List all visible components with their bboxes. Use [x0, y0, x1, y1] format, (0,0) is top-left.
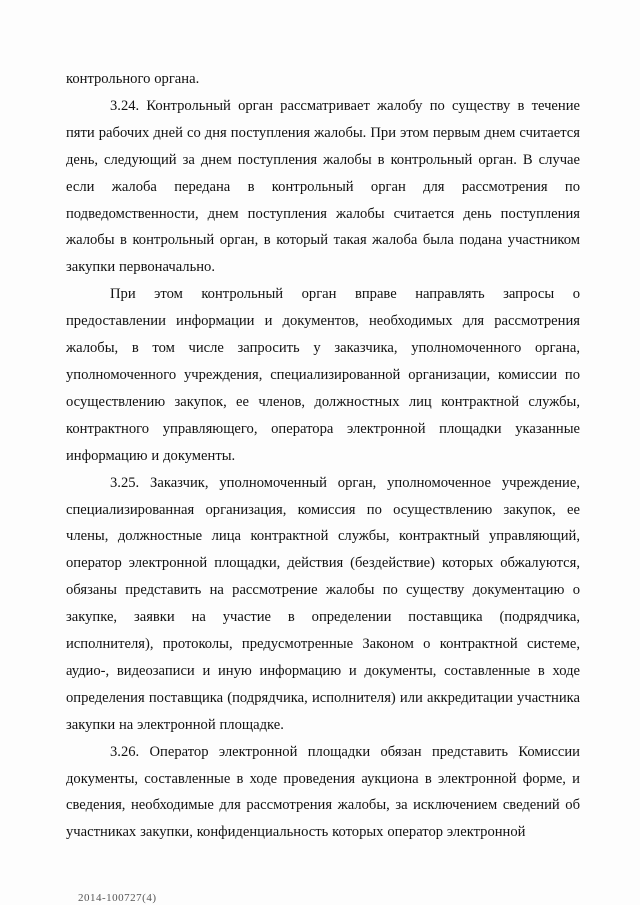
paragraph-requests: При этом контрольный орган вправе направлять запросы о предоставлении информации и документов, необходимых для рассмотрения жалобы, в том числе запросить у заказчика, уполномоченного органа, уполномоченного учреждения, специализированной организации, комиссии по осуществлению закупок, ее членов, должностных лиц контрактной службы, контрактного управляющего, оператора электронной площадки указанные информацию и документы.	[66, 286, 580, 464]
document-body	[66, 66, 580, 846]
paragraph-3-24: 3.24. Контрольный орган рассматривает жалобу по существу в течение пяти рабочих дней со дня поступления жалобы. При этом первым днем считается день, следующий за днем поступления жалобы в контрольный орган. В случае если жалоба передана в контрольный орган для рассмотрения по подведомственности, днем поступления жалобы считается день поступления жалобы в контрольный орган, в который такая жалоба была подана участником закупки первоначально.	[66, 97, 580, 276]
footer-document-code: 2014-100727(4)	[78, 892, 157, 904]
paragraph-3-25: 3.25. Заказчик, уполномоченный орган, уполномоченное учреждение, специализированная организация, комиссия по осуществлению закупок, ее члены, должностные лица контрактной службы, контрактный управляющий, оператор электронной площадки, действия (бездействие) которых обжалуются, обязаны представить на рассмотрение жалобы по существу документацию о закупке, заявки на участие в определении поставщика (подрядчика, исполнителя), протоколы, предусмотренные Законом о контрактной системе, аудио-, видеозаписи и иную информацию и документы, составленные в ходе определения поставщика (подрядчика, исполнителя) или аккредитации участника закупки на электронной площадке.	[66, 474, 580, 733]
paragraph-3-26: 3.26. Оператор электронной площадки обязан представить Комиссии документы, составленные в ходе проведения аукциона в электронной форме, и сведения, необходимые для рассмотрения жалобы, за исключением сведений об участниках закупки, конфиденциальность которых оператор электронной	[66, 743, 580, 841]
paragraph-continuation: контрольного органа.	[66, 71, 200, 87]
